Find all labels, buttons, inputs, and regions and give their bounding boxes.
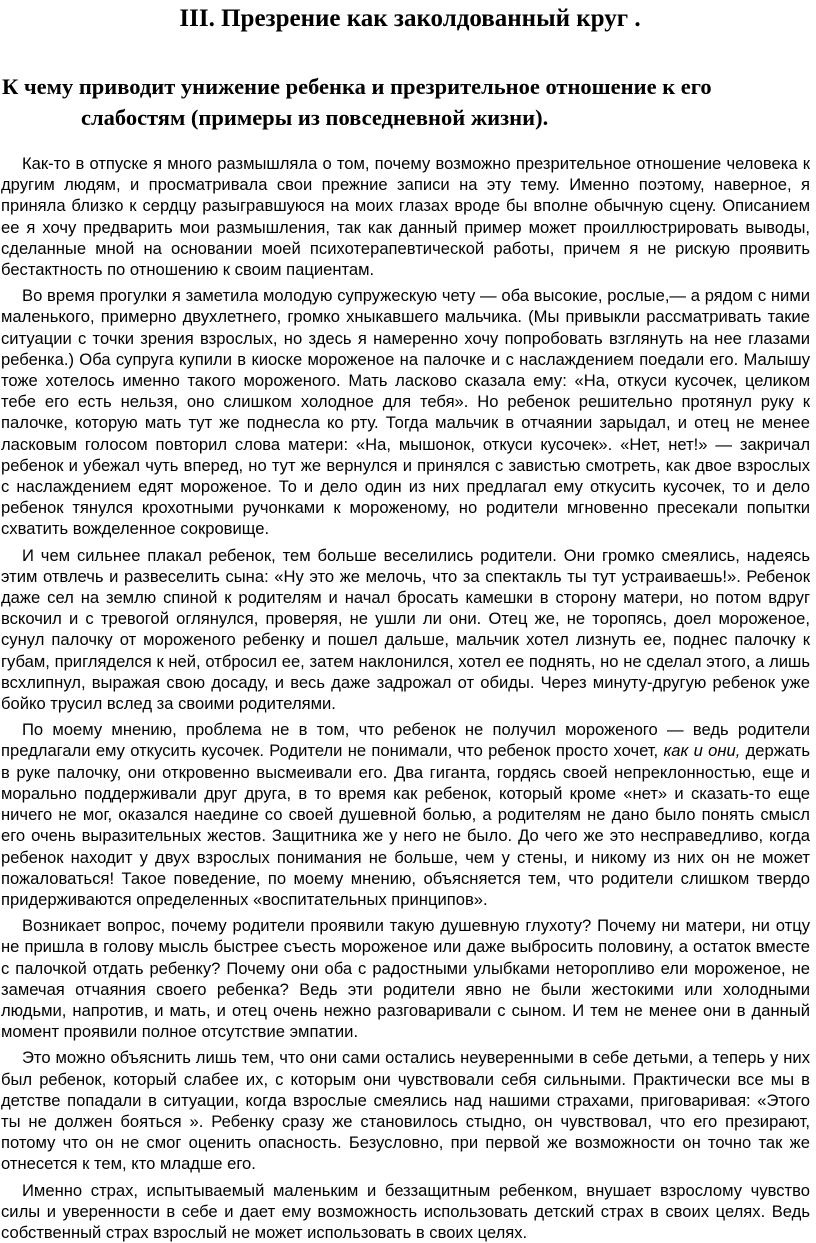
paragraph-1: Как-то в отпуске я много размышляла о том, почему возможно презрительное отношение человека к другим людям, и просматривала свои прежние записи на эту тему. Именно поэтому, наверное, я приняла близко к сердцу разыгравшуюся на моих глазах вроде бы вполне обычную сцену. Описанием ее я хочу предварить мои размышления, так как данный пример может проиллюстрировать выводы, сделанные мной на основании моей психотерапевтической работы, причем я не рискую проявить бестактность по отношению к своим пациентам.: [1, 154, 810, 280]
document-body: [0, 153, 810, 1243]
paragraph-4-italic: как и они,: [663, 741, 741, 761]
paragraph-4-end: держать в руке палочку, они откровенно высмеивали его. Два гиганта, гордясь своей непреклонностью, еще и морально поддерживали друг друга, в то время как ребенок, который кроме «нет» и сказать-то еще ничего не мог, оказался наедине со своей душевной болью, а родителям не дано было понять смысл его очень выразительных жестов. Защитника же у него не было. До чего же это несправедливо, когда ребенок находит у двух взрослых понимания не больше, чем у стены, и никому из них он не может пожаловаться! Такое поведение, по моему мнению, объясняется тем, что родители слишком твердо придерживаются определенных «воспитательных принципов».: [1, 741, 810, 909]
paragraph-2: Во время прогулки я заметила молодую супружескую чету — оба высокие, рослые,— а рядом с ними маленького, примерно двухлетнего, громко хныкавшего мальчика. (Мы привыкли рассматривать такие ситуации с точки зрения взрослых, но здесь я намеренно хочу попробовать взглянуть на нее глазами ребенка.) Оба супруга купили в киоске мороженое на палочке и с наслаждением поедали его. Малышу тоже хотелось именно такого мороженого. Мать ласково сказала ему: «На, откуси кусочек, целиком тебе его есть нельзя, оно слишком холодное для тебя». Но ребенок решительно протянул руку к палочке, которую мать тут же поднесла ко рту. Тогда мальчик в отчаянии зарыдал, и отец не менее ласковым голосом повторил слова матери: «На, мышонок, откуси кусочек». «Нет, нет!» — закричал ребенок и убежал чуть вперед, но тут же вернулся и принялся с завистью смотреть, как двое взрослых с наслаждением едят мороженое. То и дело один из них предлагал ему откусить кусочек, то и дело ребенок тянулся крохотными ручонками к мороженому, но родители мгновенно пресекали попытки схватить вожделенное сокровище.: [1, 286, 810, 539]
paragraph-7: Именно страх, испытываемый маленьким и беззащитным ребенком, внушает взрослому чувство силы и уверенности в себе и дает ему возможность использовать детский страх в своих целях. Ведь собственный страх взрослый не может использовать в своих целях.: [1, 1180, 810, 1242]
paragraph-6: Это можно объяснить лишь тем, что они сами остались неуверенными в себе детьми, а теперь у них был ребенок, который слабее их, с которым они чувствовали себя сильными. Практически все мы в детстве попадали в ситуации, когда взрослые смеялись над нашими страхами, приговаривая: «Этого ты не должен бояться ». Ребенку сразу же становилось стыдно, он чувствовал, что его презирают, потому что он не смог оценить опасность. Безусловно, при первой же возможности он точно так же отнесется к тем, кто младше его.: [1, 1048, 810, 1174]
paragraph-4: [0, 719, 810, 910]
chapter-title: III. Презрение как заколдованный круг .: [179, 5, 641, 32]
paragraph-4-start: По моему мнению, проблема не в том, что ребенок не получил мороженого — ведь родители предлагали ему откусить кусочек. Родители не понимали, что ребенок просто хочет,: [1, 720, 810, 761]
paragraph-3: И чем сильнее плакал ребенок, тем больше веселились родители. Они громко смеялись, надеясь этим отвлечь и развеселить сына: «Ну это же мелочь, что за спектакль ты тут устраиваешь!». Ребенок даже сел на землю спиной к родителям и начал бросать камешки в сторону матери, но потом вдруг вскочил и с тревогой оглянулся, проверяя, не ушли ли они. Отец же, не торопясь, доел мороженое, сунул палочку от мороженого ребенку и пошел дальше, мальчик хотел лизнуть ее, поднес палочку к губам, пригляделся к ней, отбросил ее, затем наклонился, хотел ее поднять, но не сделал этого, а лишь всхлипнул, выражая свою досаду, и весь даже задрожал от обиды. Через минуту-другую ребенок уже бойко трусил вслед за своими родителями.: [1, 545, 810, 714]
subtitle-line-2: слабостям (примеры из повседневной жизни).: [81, 105, 549, 130]
paragraph-5: Возникает вопрос, почему родители проявили такую душевную глухоту? Почему ни матери, ни отцу не пришла в голову мысль быстрее съесть мороженое или даже выбросить половину, а остаток вместе с палочкой отдать ребенку? Почему они оба с радостными улыбками неторопливо ели мороженое, не замечая отчаяния своего ребенка? Ведь эти родители явно не были жестокими или холодными людьми, напротив, и мать, и отец очень нежно разговаривали с сыном. И тем не менее они в данный момент проявили полное отсутствие эмпатии.: [1, 916, 810, 1042]
subtitle-line-1: К чему приводит унижение ребенка и презрительное отношение к его: [2, 74, 712, 99]
section-subtitle: [0, 71, 810, 133]
